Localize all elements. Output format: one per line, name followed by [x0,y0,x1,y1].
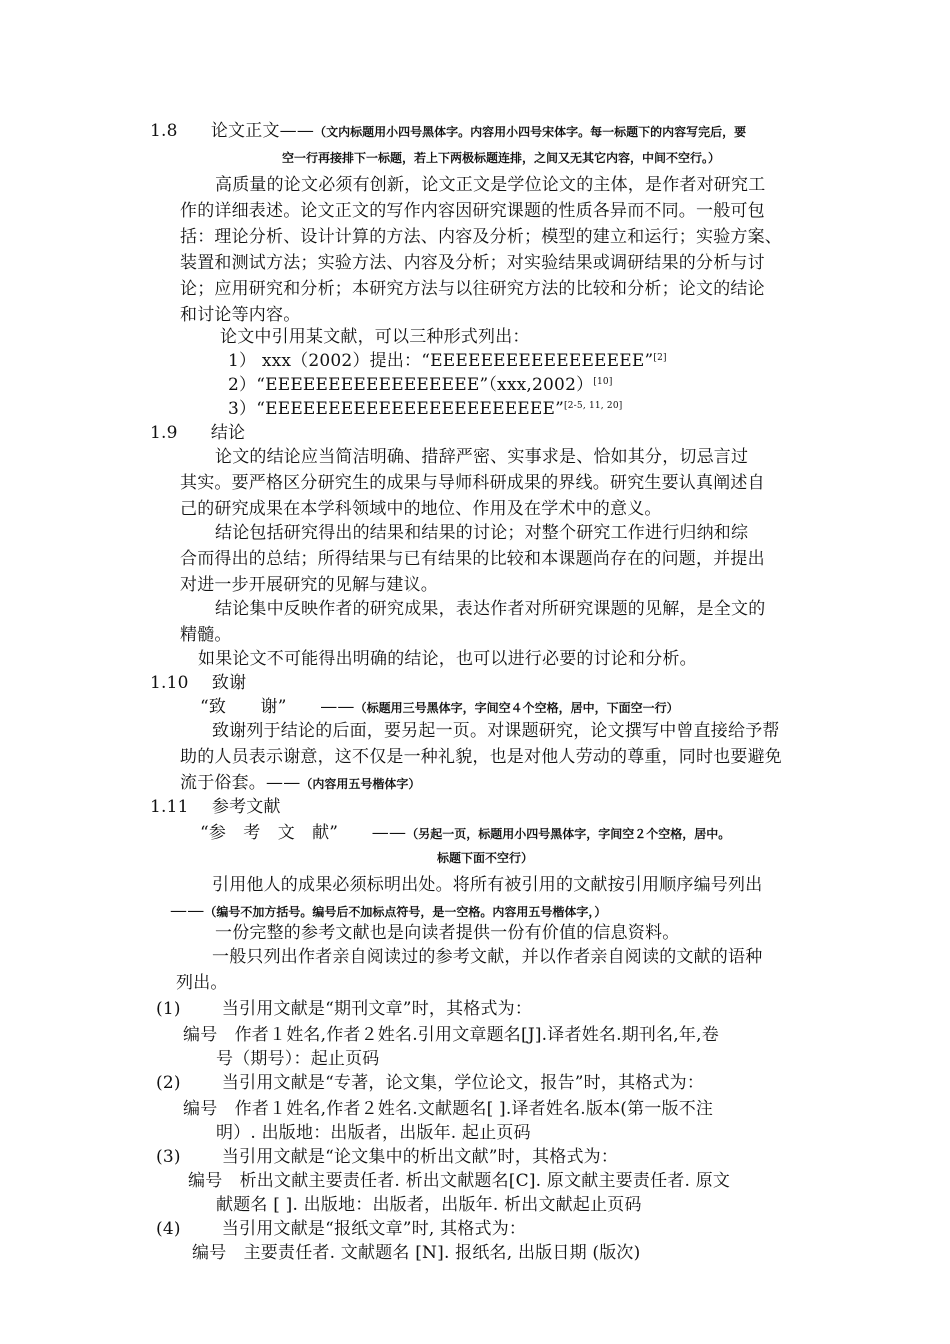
item-number: (4) [156,1219,181,1239]
reference-format-line: 献题名 [ ]. 出版地：出版者，出版年. 析出文献起止页码 [216,1195,642,1215]
paragraph-line: 合而得出的总结；所得结果与已有结果的比较和本课题尚存在的问题，并提出 [180,549,765,569]
paragraph-line: 流于俗套。——（内容用五号楷体字） [180,773,421,793]
item-text: 当引用文献是“期刊文章”时，其格式为： [221,999,533,1019]
reference-type-item [156,1144,618,1170]
paragraph-line: 对进一步开展研究的见解与建议。 [180,575,438,595]
reference-format-line: 明）. 出版地：出版者，出版年. 起止页码 [216,1123,531,1143]
format-note: （编号不加方括号。编号后不加标点符号，是一空格。内容用五号楷体字，） [204,905,607,919]
section-1-10-heading [150,670,246,696]
section-title: 参考文献 [211,797,281,817]
citation-intro: 论文中引用某文献，可以三种形式列出： [220,327,530,347]
format-note: （另起一页，标题用小四号黑体字，字间空２个空格，居中。 [406,827,731,841]
reference-format-line: 编号 析出文献主要责任者. 析出文献题名[C]. 原文献主要责任者. 原文 [188,1171,731,1191]
acknowledgement-title-sample: “致 谢” ——（标题用三号黑体字，字间空４个空格，居中，下面空一行） [200,697,679,717]
reference-format-line: 号（期号）：起止页码 [216,1049,380,1069]
paragraph-line: 一份完整的参考文献也是向读者提供一份有价值的信息资料。 [215,923,680,943]
section-title: 结论 [210,423,246,443]
reference-format-line: 编号 作者１姓名,作者２姓名.引用文章题名[J].译者姓名.期刊名,年,卷 [183,1025,719,1045]
item-text: 当引用文献是“专著，论文集，学位论文，报告”时，其格式为： [221,1073,705,1093]
format-note-continued: 空一行再接排下一标题，若上下两极标题连排，之间又无其它内容，中间不空行。） [282,151,721,165]
paragraph-line: 和讨论等内容。 [180,305,301,325]
paragraph-line: 如果论文不可能得出明确的结论，也可以进行必要的讨论和分析。 [198,649,697,669]
item-text: 当引用文献是“论文集中的析出文献”时，其格式为： [221,1147,619,1167]
reference-format-line: 编号 作者１姓名,作者２姓名.文献题名[ ].译者姓名.版本(第一版不注 [183,1099,714,1119]
paragraph-line: 论文的结论应当简洁明确、措辞严密、实事求是、恰如其分，切忌言过 [215,447,749,467]
paragraph-line: ——（编号不加方括号。编号后不加标点符号，是一空格。内容用五号楷体字，） [170,901,607,921]
section-1-9-heading [150,420,245,446]
section-1-11-heading [150,794,281,820]
format-note-continued: 标题下面不空行） [437,851,534,865]
paragraph-line: 论；应用研究和分析；本研究方法与以往研究方法的比较和分析；论文的结论 [180,279,765,299]
paragraph-line: 己的研究成果在本学科领域中的地位、作用及在学术中的意义。 [180,499,662,519]
format-note: （内容用五号楷体字） [300,777,421,791]
citation-example-1: 1） xxx（2002）提出：“EEEEEEEEEEEEEEEEE”[2] [228,351,667,371]
section-title: 致谢 [211,673,247,693]
section-number: 1.11 [150,797,189,817]
references-title-sample: “参 考 文 献” ——（另起一页，标题用小四号黑体字，字间空２个空格，居中。 [200,823,731,843]
paragraph-line: 一般只列出作者亲自阅读过的参考文献，并以作者亲自阅读的文献的语种 [212,947,763,967]
paragraph-line: 括：理论分析、设计计算的方法、内容及分析；模型的建立和运行；实验方案、 [180,227,782,247]
paragraph-line: 引用他人的成果必须标明出处。将所有被引用的文献按引用顺序编号列出 [212,875,763,895]
paragraph-line: 精髓。 [180,625,232,645]
paragraph-line: 结论集中反映作者的研究成果，表达作者对所研究课题的见解，是全文的 [215,599,766,619]
section-title: 论文正文—— [210,121,315,141]
item-text: 当引用文献是“报纸文章”时, 其格式为： [221,1219,527,1239]
reference-type-item [156,996,532,1022]
citation-ref: [2-5, 11, 20] [564,401,623,411]
reference-format-line: 编号 主要责任者. 文献题名 [N]. 报纸名, 出版日期 (版次) [192,1243,641,1263]
paragraph-line: 高质量的论文必须有创新，论文正文是学位论文的主体，是作者对研究工 [215,175,766,195]
format-note: （文内标题用小四号黑体字。内容用小四号宋体字。每一标题下的内容写完后，要 [314,125,747,139]
section-number: 1.10 [150,673,189,693]
paragraph-line: 装置和测试方法；实验方法、内容及分析；对实验结果或调研结果的分析与讨 [180,253,765,273]
paragraph-line: 列出。 [176,973,228,993]
citation-ref: [2] [653,353,667,363]
item-number: (3) [156,1147,181,1167]
citation-ref: [10] [593,377,613,387]
format-note: （标题用三号黑体字，字间空４个空格，居中，下面空一行） [354,701,679,715]
paragraph-line: 结论包括研究得出的结果和结果的讨论；对整个研究工作进行归纳和综 [215,523,749,543]
citation-example-2: 2）“EEEEEEEEEEEEEEEEE”（xxx,2002）[10] [228,375,613,395]
paragraph-line: 助的人员表示谢意，这不仅是一种礼貌，也是对他人劳动的尊重，同时也要避免 [180,747,782,767]
reference-type-item [156,1070,704,1096]
section-1-8-heading [150,118,746,145]
paragraph-line: 其实。要严格区分研究生的成果与导师科研成果的界线。研究生要认真阐述自 [180,473,765,493]
citation-example-3: 3）“EEEEEEEEEEEEEEEEEEEEEEE”[2-5, 11, 20] [228,399,623,419]
paragraph-line: 致谢列于结论的后面，要另起一页。对课题研究，论文撰写中曾直接给予帮 [212,721,780,741]
section-number: 1.8 [150,121,178,141]
item-number: (1) [156,999,181,1019]
section-number: 1.9 [150,423,178,443]
paragraph-line: 作的详细表述。论文正文的写作内容因研究课题的性质各异而不同。一般可包 [180,201,765,221]
item-number: (2) [156,1073,181,1093]
reference-type-item [156,1216,526,1242]
